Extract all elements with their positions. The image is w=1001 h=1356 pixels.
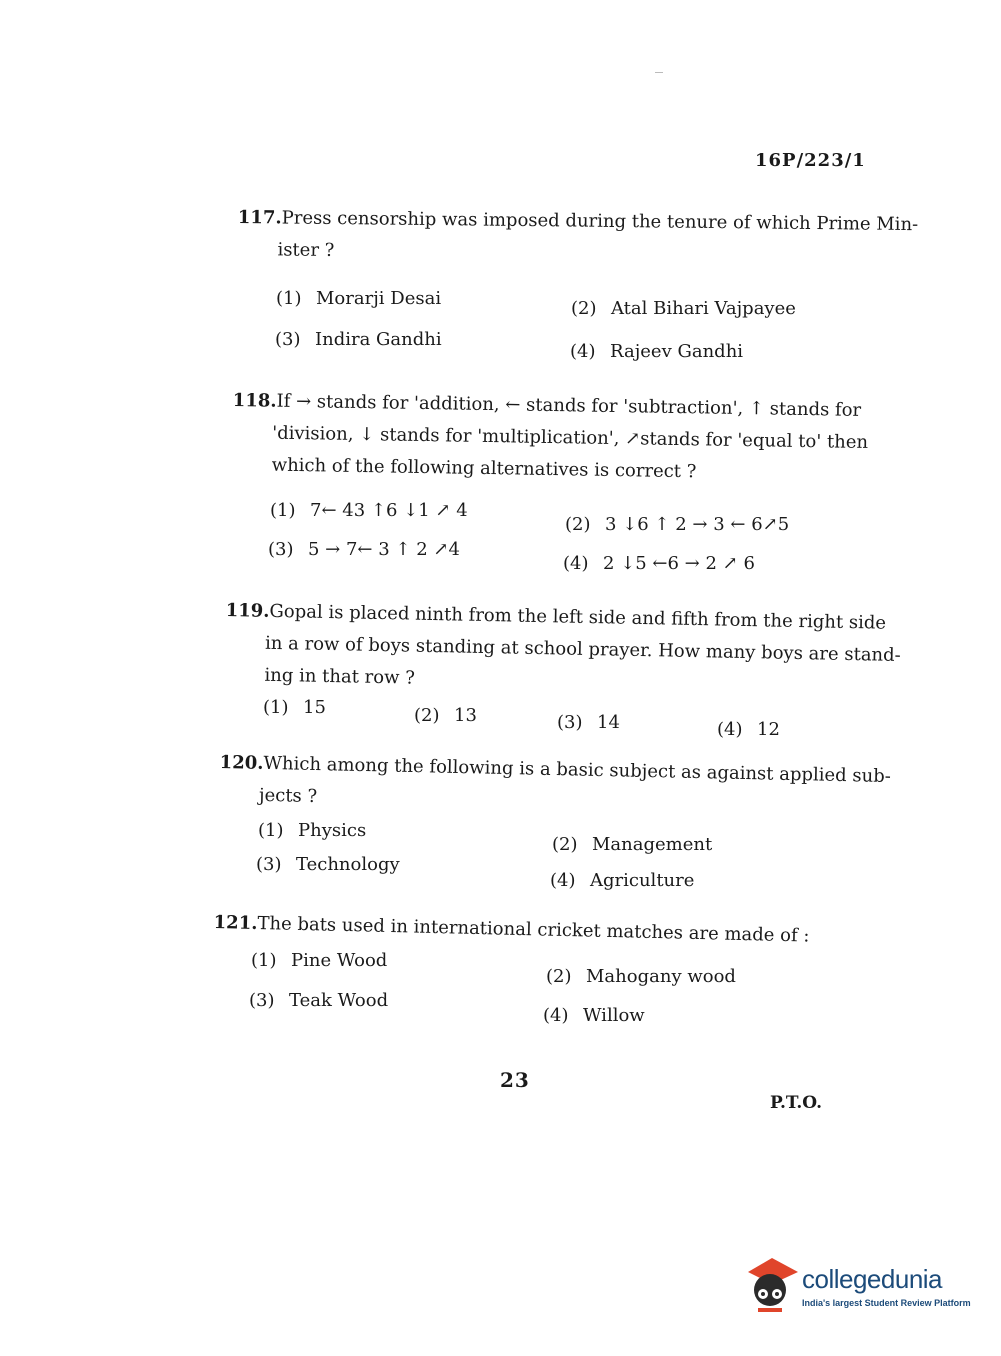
option-text: 3 ↓6 ↑ 2 → 3 ← 6↗5 [605, 514, 790, 535]
question-text: If → stands for 'addition, ← stands for 'subtraction', ↑ stands for [276, 390, 862, 421]
option-number: (4) [550, 870, 576, 891]
logo-wordmark: collegedunia [802, 1264, 943, 1294]
option-118-4[interactable] [563, 553, 755, 574]
option-number: (2) [414, 705, 440, 726]
option-number: (1) [263, 697, 289, 718]
question-117 [237, 202, 918, 273]
option-number: (4) [543, 1005, 569, 1026]
scan-mark [655, 72, 663, 73]
paper-code: 16P/223/1 [755, 150, 866, 171]
option-text: 14 [597, 712, 620, 733]
option-number: (2) [565, 514, 591, 535]
option-119-4[interactable] [717, 719, 780, 740]
question-number: 119. [225, 599, 270, 622]
option-121-2[interactable] [546, 966, 736, 987]
question-text: ister ? [277, 239, 335, 262]
option-121-3[interactable] [249, 990, 388, 1011]
option-120-1[interactable] [258, 820, 366, 841]
option-number: (3) [268, 539, 294, 560]
question-118 [231, 385, 868, 491]
option-118-3[interactable] [268, 539, 460, 560]
option-117-1[interactable] [276, 288, 441, 309]
option-number: (1) [251, 950, 277, 971]
option-number: (2) [552, 834, 578, 855]
option-text: Morarji Desai [316, 288, 442, 309]
question-119 [224, 595, 901, 704]
option-text: 15 [303, 697, 326, 718]
pto-label: P.T.O. [770, 1093, 822, 1113]
question-text: Press censorship was imposed during the tenure of which Prime Min- [281, 207, 919, 236]
option-text: Indira Gandhi [315, 329, 442, 350]
option-117-4[interactable] [570, 341, 743, 362]
question-121 [213, 907, 809, 953]
option-number: (1) [258, 820, 284, 841]
option-text: Willow [583, 1005, 645, 1026]
option-120-3[interactable] [256, 854, 400, 875]
logo-tagline: India's largest Student Review Platform [802, 1298, 971, 1308]
question-text: Gopal is placed ninth from the left side and fifth from the right side [269, 600, 887, 634]
option-text: Mahogany wood [586, 966, 736, 987]
option-119-2[interactable] [414, 705, 477, 726]
question-text: in a row of boys standing at school prayer. How many boys are stand- [264, 632, 901, 666]
option-119-1[interactable] [263, 697, 326, 718]
question-number: 118. [232, 389, 277, 412]
option-text: Pine Wood [291, 950, 388, 971]
question-text: 'division, ↓ stands for 'multiplication', ↗stands for 'equal to' then [272, 422, 869, 453]
question-text: which of the following alternatives is correct ? [271, 454, 697, 483]
option-number: (4) [563, 553, 589, 574]
option-117-2[interactable] [571, 298, 796, 319]
question-text: ing in that row ? [264, 664, 416, 689]
option-121-1[interactable] [251, 950, 387, 971]
option-number: (3) [256, 854, 282, 875]
question-number: 120. [219, 751, 264, 774]
option-121-4[interactable] [543, 1005, 645, 1026]
question-120 [219, 747, 891, 825]
collegedunia-logo[interactable] [742, 1250, 972, 1320]
option-text: Teak Wood [289, 990, 389, 1011]
question-text: jects ? [258, 784, 318, 808]
option-text: Rajeev Gandhi [610, 341, 744, 362]
option-text: 7← 43 ↑6 ↓1 ↗ 4 [310, 500, 468, 521]
option-117-3[interactable] [275, 329, 442, 350]
option-text: 12 [757, 719, 780, 740]
option-120-2[interactable] [552, 834, 712, 855]
option-number: (4) [570, 341, 596, 362]
mascot-icon [742, 1250, 800, 1320]
option-118-1[interactable] [270, 500, 468, 521]
option-number: (1) [270, 500, 296, 521]
option-number: (1) [276, 288, 302, 309]
option-119-3[interactable] [557, 712, 620, 733]
option-118-2[interactable] [565, 514, 789, 535]
question-text: The bats used in international cricket matches are made of : [257, 912, 810, 947]
option-text: Agriculture [590, 870, 695, 891]
option-number: (2) [546, 966, 572, 987]
option-number: (3) [249, 990, 275, 1011]
option-text: 5 → 7← 3 ↑ 2 ↗4 [308, 539, 460, 560]
option-text: Technology [296, 854, 400, 875]
option-120-4[interactable] [550, 870, 694, 891]
page-number: 23 [500, 1068, 530, 1092]
option-number: (3) [557, 712, 583, 733]
option-number: (3) [275, 329, 301, 350]
option-text: Management [592, 834, 713, 855]
option-text: Physics [298, 820, 367, 841]
question-number: 117. [237, 206, 282, 229]
question-number: 121. [213, 911, 258, 934]
option-number: (4) [717, 719, 743, 740]
option-text: 13 [454, 705, 477, 726]
option-text: 2 ↓5 ←6 → 2 ↗ 6 [603, 553, 755, 574]
option-text: Atal Bihari Vajpayee [611, 298, 796, 319]
option-number: (2) [571, 298, 597, 319]
question-text: Which among the following is a basic subject as against applied sub- [263, 752, 892, 788]
